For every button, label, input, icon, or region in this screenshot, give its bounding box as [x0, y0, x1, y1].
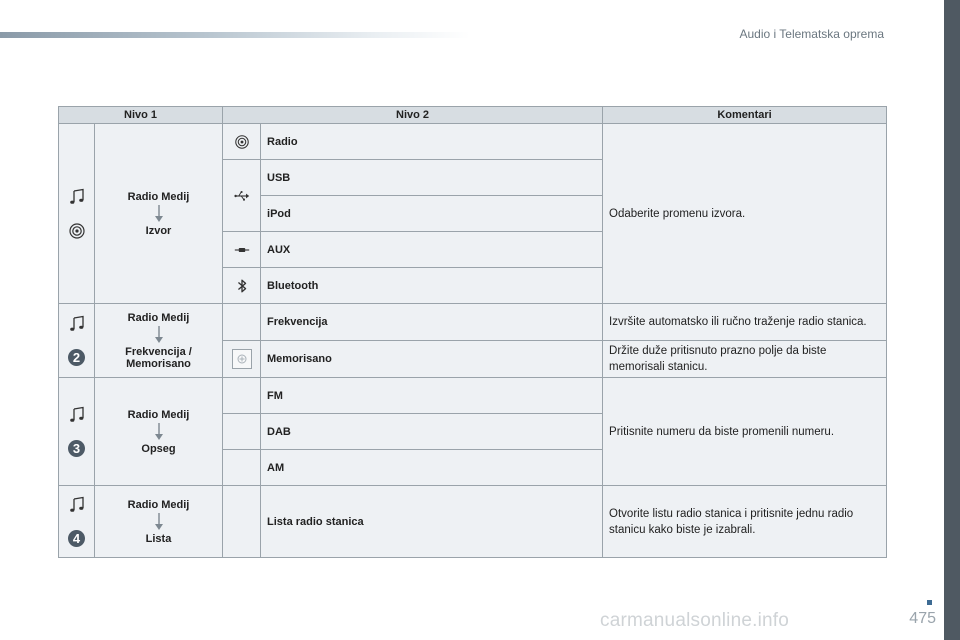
table-row [59, 304, 887, 341]
table-row [59, 124, 887, 160]
group3-icons [59, 378, 95, 486]
level1-sublabel: Opseg [141, 442, 176, 455]
item-label[interactable]: Memorisano [261, 341, 603, 378]
arrow-down-icon [154, 423, 164, 441]
item-icon-cell [223, 304, 261, 341]
radio-icon [68, 222, 86, 240]
memory-slot-icon [232, 349, 252, 369]
step-number-badge: 2 [68, 349, 85, 366]
item-label[interactable]: AM [261, 450, 603, 486]
page-side-bar [944, 0, 960, 640]
music-note-icon [68, 406, 86, 424]
item-label[interactable]: Lista radio stanica [261, 486, 603, 558]
arrow-down-icon [154, 513, 164, 531]
item-icon-cell [223, 160, 261, 232]
group2-icons [59, 304, 95, 378]
item-icon-cell [223, 232, 261, 268]
item-icon-cell [223, 124, 261, 160]
column-header-nivo2: Nivo 2 [223, 107, 603, 124]
item-label[interactable]: USB [261, 160, 603, 196]
header-decor-bar [0, 32, 470, 38]
bluetooth-icon [234, 278, 250, 294]
item-label[interactable]: Frekvencija [261, 304, 603, 341]
music-note-icon [68, 496, 86, 514]
group4-icons [59, 486, 95, 558]
comment-cell: Držite duže pritisnuto prazno polje da biste memorisali stanicu. [603, 341, 887, 378]
group4-level1 [95, 486, 223, 558]
group3-level1 [95, 378, 223, 486]
item-label[interactable]: AUX [261, 232, 603, 268]
item-icon-cell [223, 414, 261, 450]
level1-sublabel: Frekvencija / Memorisano [125, 345, 192, 370]
level1-label: Radio Medij [127, 408, 190, 421]
arrow-down-icon [154, 205, 164, 223]
step-number-badge: 4 [68, 530, 85, 547]
level1-label: Radio Medij [127, 311, 190, 324]
page-marker [927, 600, 932, 605]
comment-cell: Odaberite promenu izvora. [603, 124, 887, 304]
table-row [59, 486, 887, 558]
column-header-nivo1: Nivo 1 [59, 107, 223, 124]
arrow-down-icon [154, 326, 164, 344]
menu-table [58, 106, 887, 558]
item-icon-cell [223, 486, 261, 558]
item-icon-cell [223, 341, 261, 378]
page-number: 475 [909, 610, 936, 627]
item-label[interactable]: FM [261, 378, 603, 414]
group2-level1 [95, 304, 223, 378]
item-label[interactable]: Bluetooth [261, 268, 603, 304]
item-icon-cell [223, 378, 261, 414]
item-label[interactable]: DAB [261, 414, 603, 450]
table-header-row [59, 107, 887, 124]
column-header-komentari: Komentari [603, 107, 887, 124]
item-icon-cell [223, 268, 261, 304]
comment-cell: Otvorite listu radio stanica i pritisnite jednu radio stanicu kako biste je izabrali. [603, 486, 887, 558]
usb-icon [234, 188, 250, 204]
level1-label: Radio Medij [127, 498, 190, 511]
group1-icons [59, 124, 95, 304]
watermark: carmanualsonline.info [600, 610, 790, 631]
item-label[interactable]: iPod [261, 196, 603, 232]
level1-sublabel: Lista [145, 532, 172, 545]
item-icon-cell [223, 450, 261, 486]
step-number-badge: 3 [68, 440, 85, 457]
page-section-title: Audio i Telematska oprema [739, 27, 884, 41]
comment-cell: Pritisnite numeru da biste promenili numeru. [603, 378, 887, 486]
item-label[interactable]: Radio [261, 124, 603, 160]
comment-cell: Izvršite automatsko ili ručno traženje radio stanica. [603, 304, 887, 341]
level1-sublabel: Izvor [145, 224, 172, 237]
group1-level1 [95, 124, 223, 304]
level1-label: Radio Medij [127, 190, 190, 203]
music-note-icon [68, 188, 86, 206]
radio-icon [234, 134, 250, 150]
table-row [59, 378, 887, 414]
music-note-icon [68, 315, 86, 333]
aux-icon [234, 242, 250, 258]
